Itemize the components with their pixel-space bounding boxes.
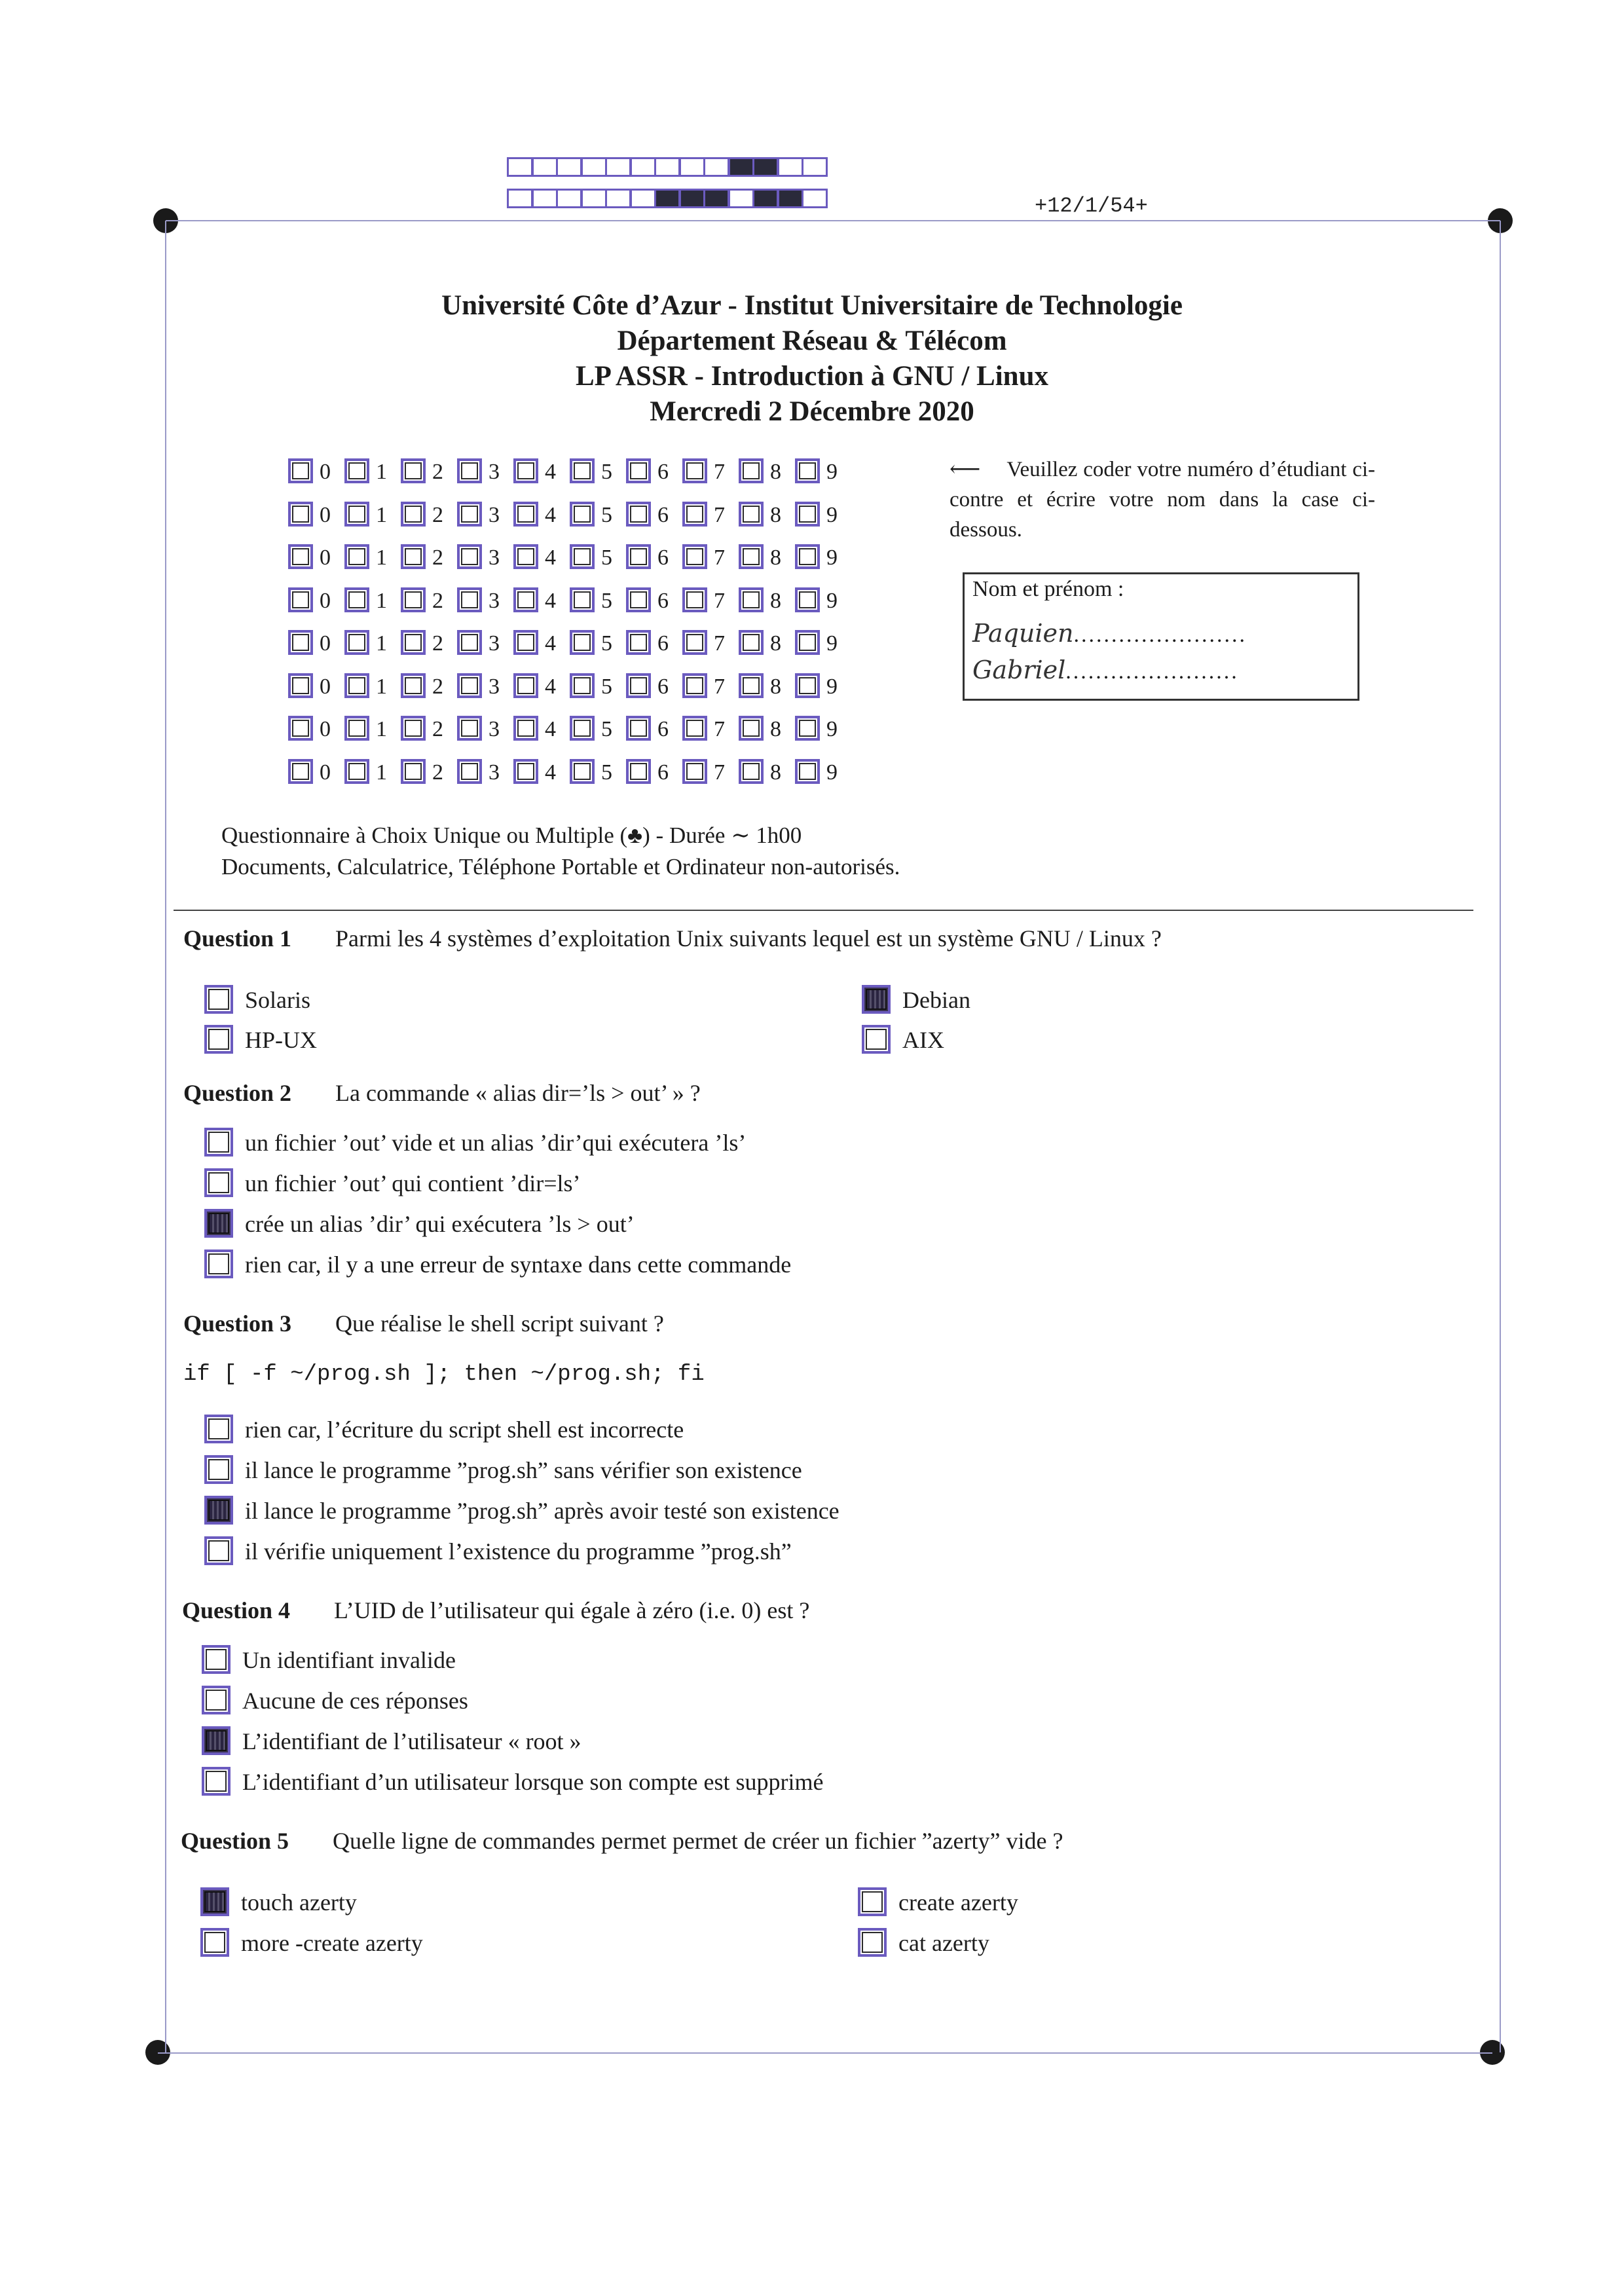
digit-checkbox[interactable]	[739, 759, 764, 784]
digit-checkbox[interactable]	[401, 759, 426, 784]
header-course: LP ASSR - Introduction à GNU / Linux	[575, 361, 1049, 392]
digit-checkbox[interactable]	[570, 759, 595, 784]
name-line-2	[972, 656, 1239, 684]
question-5-text: Quelle ligne de commandes permet permet de créer un fichier ”azerty” vide ?	[333, 1828, 1063, 1854]
question-3-label: Question 3	[183, 1310, 292, 1337]
digit-label: 0	[320, 460, 331, 484]
digit-checkbox[interactable]	[795, 716, 820, 741]
digit-label: 9	[826, 502, 838, 527]
question-1-text: Parmi les 4 systèmes d’exploitation Unix suivants lequel est un système GNU / Linux ?	[335, 925, 1162, 952]
digit-checkbox[interactable]	[401, 630, 426, 655]
barcode-cell	[703, 157, 729, 177]
digit-checkbox[interactable]	[570, 716, 595, 741]
checkbox[interactable]	[204, 1168, 233, 1197]
digit-checkbox[interactable]	[739, 673, 764, 698]
digit-checkbox[interactable]	[570, 502, 595, 527]
digit-label: 5	[601, 760, 612, 785]
digit-label: 7	[714, 502, 725, 527]
digit-checkbox[interactable]	[288, 673, 313, 698]
digit-label: 8	[770, 717, 781, 741]
digit-label: 6	[657, 631, 669, 656]
checkbox[interactable]	[202, 1686, 231, 1714]
digit-checkbox[interactable]	[739, 716, 764, 741]
digit-label: 4	[545, 546, 556, 570]
digit-label: 9	[826, 717, 838, 741]
digit-label: 8	[770, 546, 781, 570]
digit-label: 4	[545, 502, 556, 527]
digit-checkbox[interactable]	[682, 544, 707, 569]
digit-checkbox[interactable]	[682, 673, 707, 698]
frame-bottom	[158, 2052, 1492, 2054]
digit-checkbox[interactable]	[457, 502, 482, 527]
checkbox[interactable]	[204, 1025, 233, 1054]
barcode-cell	[581, 157, 607, 177]
digit-checkbox[interactable]	[626, 587, 651, 612]
name-line-1	[972, 619, 1247, 648]
digit-checkbox[interactable]	[344, 587, 369, 612]
digit-label: 4	[545, 717, 556, 741]
digit-checkbox[interactable]	[795, 458, 820, 483]
barcode-cell	[679, 189, 705, 208]
digit-label: 3	[489, 760, 500, 785]
question-3-text: Que réalise le shell script suivant ?	[335, 1310, 664, 1337]
barcode-cell	[507, 189, 533, 208]
digit-label: 1	[376, 760, 387, 785]
digit-label: 3	[489, 717, 500, 741]
barcode-cell	[630, 189, 656, 208]
digit-label: 5	[601, 631, 612, 656]
checkbox[interactable]	[862, 985, 891, 1014]
digit-checkbox[interactable]	[739, 630, 764, 655]
checkbox[interactable]	[200, 1928, 229, 1957]
checkbox[interactable]	[204, 1250, 233, 1278]
digit-checkbox[interactable]	[626, 630, 651, 655]
barcode-cell	[556, 157, 582, 177]
question-2-text: La commande « alias dir=’ls > out’ » ?	[335, 1080, 701, 1106]
digit-label: 6	[657, 760, 669, 785]
digit-checkbox[interactable]	[344, 630, 369, 655]
digit-checkbox[interactable]	[401, 673, 426, 698]
digit-label: 3	[489, 546, 500, 570]
question-4-text: L’UID de l’utilisateur qui égale à zéro (i.e. 0) est ?	[334, 1597, 810, 1623]
digit-checkbox[interactable]	[682, 716, 707, 741]
digit-label: 2	[432, 717, 443, 741]
question-4-label: Question 4	[182, 1597, 291, 1623]
checkbox[interactable]	[204, 1496, 233, 1525]
digit-label: 1	[376, 674, 387, 699]
barcode-cell	[532, 189, 558, 208]
barcode-cell	[556, 189, 582, 208]
digit-label: 0	[320, 760, 331, 785]
barcode-cell	[630, 157, 656, 177]
checkbox[interactable]	[204, 1128, 233, 1157]
separator	[174, 910, 1473, 911]
digit-label: 7	[714, 760, 725, 785]
digit-checkbox[interactable]	[739, 544, 764, 569]
digit-label: 9	[826, 546, 838, 570]
digit-checkbox[interactable]	[513, 587, 538, 612]
digit-checkbox[interactable]	[682, 630, 707, 655]
digit-label: 8	[770, 674, 781, 699]
intro-line-1: Questionnaire à Choix Unique ou Multiple (♣) - Durée ∼ 1h00	[221, 823, 802, 848]
digit-checkbox[interactable]	[626, 544, 651, 569]
instructions	[950, 454, 1375, 545]
header-department: Département Réseau & Télécom	[617, 325, 1007, 356]
question-5-label: Question 5	[181, 1828, 289, 1854]
digit-checkbox[interactable]	[795, 673, 820, 698]
name-dots-1: .......................	[1073, 623, 1247, 647]
digit-checkbox[interactable]	[344, 759, 369, 784]
barcode-cell	[605, 157, 631, 177]
digit-label: 1	[376, 546, 387, 570]
digit-checkbox[interactable]	[626, 716, 651, 741]
digit-label: 4	[545, 460, 556, 484]
digit-checkbox[interactable]	[513, 544, 538, 569]
checkbox[interactable]	[200, 1887, 229, 1916]
digit-label: 9	[826, 631, 838, 656]
digit-checkbox[interactable]	[288, 759, 313, 784]
digit-checkbox[interactable]	[457, 630, 482, 655]
digit-checkbox[interactable]	[457, 716, 482, 741]
digit-checkbox[interactable]	[457, 759, 482, 784]
digit-label: 0	[320, 502, 331, 527]
digit-label: 2	[432, 760, 443, 785]
checkbox[interactable]	[862, 1025, 891, 1054]
digit-checkbox[interactable]	[344, 544, 369, 569]
checkbox[interactable]	[204, 1536, 233, 1565]
digit-label: 0	[320, 588, 331, 613]
digit-checkbox[interactable]	[288, 502, 313, 527]
barcode-cell	[802, 189, 828, 208]
barcode-cell	[752, 157, 779, 177]
digit-checkbox[interactable]	[626, 759, 651, 784]
checkbox[interactable]	[202, 1767, 231, 1796]
frame-left	[165, 221, 166, 2052]
digit-label: 3	[489, 502, 500, 527]
digit-label: 5	[601, 502, 612, 527]
digit-label: 4	[545, 674, 556, 699]
digit-checkbox[interactable]	[570, 587, 595, 612]
digit-checkbox[interactable]	[739, 458, 764, 483]
digit-checkbox[interactable]	[795, 630, 820, 655]
digit-label: 7	[714, 717, 725, 741]
digit-checkbox[interactable]	[513, 630, 538, 655]
digit-checkbox[interactable]	[570, 544, 595, 569]
digit-checkbox[interactable]	[401, 587, 426, 612]
digit-checkbox[interactable]	[288, 458, 313, 483]
name-box-label: Nom et prénom :	[972, 577, 1124, 601]
digit-label: 6	[657, 717, 669, 741]
checkbox[interactable]	[858, 1887, 887, 1916]
digit-checkbox[interactable]	[682, 759, 707, 784]
page-id: +12/1/54+	[1035, 194, 1148, 218]
arrow-left-icon: ⟵	[950, 458, 981, 481]
digit-label: 1	[376, 502, 387, 527]
digit-label: 1	[376, 460, 387, 484]
digit-checkbox[interactable]	[401, 502, 426, 527]
digit-checkbox[interactable]	[739, 587, 764, 612]
digit-label: 6	[657, 460, 669, 484]
digit-label: 6	[657, 588, 669, 613]
barcode-cell	[581, 189, 607, 208]
digit-checkbox[interactable]	[795, 587, 820, 612]
digit-checkbox[interactable]	[288, 544, 313, 569]
barcode-cell	[728, 189, 754, 208]
frame-top	[166, 220, 1500, 221]
digit-label: 8	[770, 588, 781, 613]
digit-checkbox[interactable]	[570, 458, 595, 483]
digit-label: 1	[376, 717, 387, 741]
exam-intro	[221, 820, 900, 883]
digit-label: 3	[489, 631, 500, 656]
digit-label: 5	[601, 460, 612, 484]
barcode-cell	[728, 157, 754, 177]
digit-label: 1	[376, 631, 387, 656]
digit-label: 8	[770, 460, 781, 484]
header-date: Mercredi 2 Décembre 2020	[650, 396, 974, 427]
digit-checkbox[interactable]	[401, 544, 426, 569]
frame-right	[1500, 221, 1501, 2052]
digit-checkbox[interactable]	[344, 502, 369, 527]
digit-label: 2	[432, 502, 443, 527]
handwritten-surname: Paquien	[972, 619, 1074, 648]
digit-label: 1	[376, 588, 387, 613]
digit-checkbox[interactable]	[344, 673, 369, 698]
digit-checkbox[interactable]	[626, 502, 651, 527]
barcode-cell	[777, 189, 803, 208]
digit-label: 6	[657, 502, 669, 527]
digit-checkbox[interactable]	[344, 458, 369, 483]
digit-label: 9	[826, 674, 838, 699]
digit-label: 4	[545, 760, 556, 785]
digit-label: 6	[657, 674, 669, 699]
digit-label: 4	[545, 588, 556, 613]
digit-checkbox[interactable]	[570, 630, 595, 655]
checkbox[interactable]	[204, 1209, 233, 1238]
digit-checkbox[interactable]	[513, 673, 538, 698]
digit-label: 7	[714, 460, 725, 484]
digit-checkbox[interactable]	[682, 502, 707, 527]
digit-label: 9	[826, 760, 838, 785]
digit-checkbox[interactable]	[513, 759, 538, 784]
digit-checkbox[interactable]	[513, 502, 538, 527]
digit-label: 7	[714, 674, 725, 699]
digit-label: 2	[432, 674, 443, 699]
barcode-cell	[532, 157, 558, 177]
digit-label: 9	[826, 460, 838, 484]
exam-header	[164, 288, 1460, 430]
digit-checkbox[interactable]	[457, 544, 482, 569]
digit-label: 6	[657, 546, 669, 570]
digit-label: 2	[432, 460, 443, 484]
digit-checkbox[interactable]	[795, 759, 820, 784]
digit-checkbox[interactable]	[795, 502, 820, 527]
digit-label: 4	[545, 631, 556, 656]
digit-checkbox[interactable]	[288, 716, 313, 741]
intro-line-2: Documents, Calculatrice, Téléphone Portable et Ordinateur non-autorisés.	[221, 854, 900, 880]
digit-checkbox[interactable]	[682, 587, 707, 612]
barcode-cell	[802, 157, 828, 177]
checkbox[interactable]	[202, 1645, 231, 1674]
shell-code: if [ -f ~/prog.sh ]; then ~/prog.sh; fi	[183, 1362, 705, 1387]
digit-label: 0	[320, 631, 331, 656]
instructions-text: Veuillez coder votre numéro d’étudiant ci-contre et écrire votre nom dans la case ci-dessous.	[950, 458, 1375, 542]
digit-label: 7	[714, 631, 725, 656]
digit-checkbox[interactable]	[570, 673, 595, 698]
checkbox[interactable]	[858, 1928, 887, 1957]
digit-checkbox[interactable]	[682, 458, 707, 483]
header-university: Université Côte d’Azur - Institut Universitaire de Technologie	[441, 290, 1183, 321]
digit-label: 8	[770, 760, 781, 785]
digit-label: 7	[714, 588, 725, 613]
digit-checkbox[interactable]	[288, 587, 313, 612]
checkbox[interactable]	[204, 1415, 233, 1443]
digit-checkbox[interactable]	[626, 458, 651, 483]
digit-checkbox[interactable]	[795, 544, 820, 569]
name-dots-2: .......................	[1065, 659, 1239, 684]
digit-label: 5	[601, 588, 612, 613]
barcode-cell	[654, 189, 680, 208]
barcode-cell	[777, 157, 803, 177]
barcode-cell	[605, 189, 631, 208]
digit-label: 5	[601, 546, 612, 570]
barcode-cell	[679, 157, 705, 177]
digit-checkbox[interactable]	[401, 458, 426, 483]
digit-label: 8	[770, 631, 781, 656]
digit-checkbox[interactable]	[739, 502, 764, 527]
digit-checkbox[interactable]	[626, 673, 651, 698]
barcode-cell	[703, 189, 729, 208]
digit-label: 5	[601, 674, 612, 699]
digit-label: 2	[432, 588, 443, 613]
question-2-label: Question 2	[183, 1080, 292, 1106]
question-1-label: Question 1	[183, 925, 292, 952]
digit-label: 9	[826, 588, 838, 613]
digit-label: 5	[601, 717, 612, 741]
digit-label: 0	[320, 717, 331, 741]
digit-label: 0	[320, 546, 331, 570]
digit-label: 2	[432, 546, 443, 570]
digit-checkbox[interactable]	[457, 458, 482, 483]
digit-label: 2	[432, 631, 443, 656]
digit-checkbox[interactable]	[288, 630, 313, 655]
checkbox[interactable]	[204, 985, 233, 1014]
digit-checkbox[interactable]	[513, 716, 538, 741]
digit-label: 7	[714, 546, 725, 570]
barcode-cell	[507, 157, 533, 177]
digit-label: 3	[489, 460, 500, 484]
barcode-cell	[752, 189, 779, 208]
digit-checkbox[interactable]	[344, 716, 369, 741]
digit-label: 0	[320, 674, 331, 699]
digit-label: 3	[489, 674, 500, 699]
digit-label: 3	[489, 588, 500, 613]
barcode-cell	[654, 157, 680, 177]
digit-checkbox[interactable]	[401, 716, 426, 741]
digit-label: 8	[770, 502, 781, 527]
checkbox[interactable]	[202, 1726, 231, 1755]
digit-checkbox[interactable]	[457, 587, 482, 612]
handwritten-firstname: Gabriel	[972, 656, 1066, 684]
name-box[interactable]	[963, 572, 1359, 701]
digit-checkbox[interactable]	[457, 673, 482, 698]
checkbox[interactable]	[204, 1455, 233, 1484]
digit-checkbox[interactable]	[513, 458, 538, 483]
